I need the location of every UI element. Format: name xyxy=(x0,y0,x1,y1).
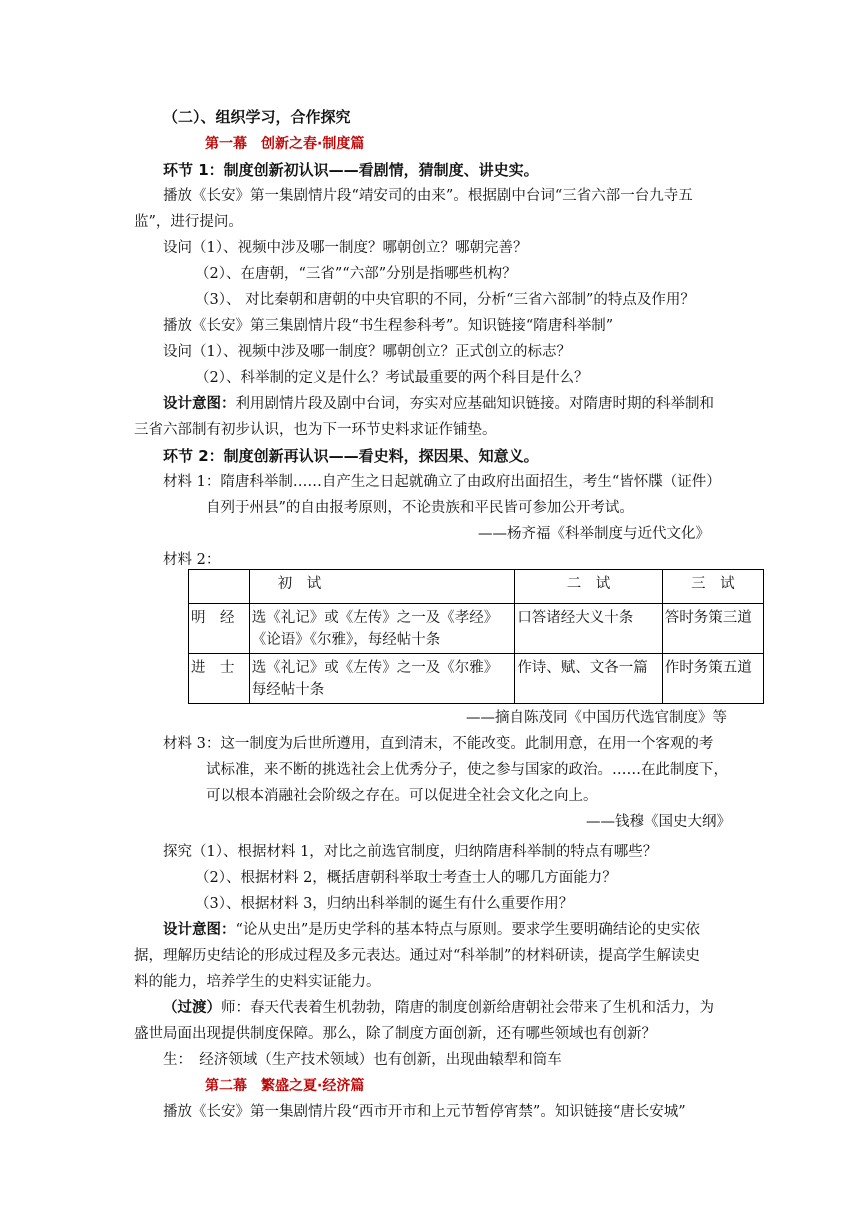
table-cell-first xyxy=(249,654,515,704)
table-cell-line: 选《礼记》或《左传》之一及《尔雅》 xyxy=(251,660,499,676)
material-1-source: ——杨齐福《科举制度与近代文化》 xyxy=(478,526,710,542)
question-line: 设问（1）、视频中涉及哪一制度？哪朝创立？哪朝完善？ xyxy=(163,240,528,256)
design-intent xyxy=(163,394,714,414)
explore-question: （2）、根据材料 2，概括唐朝科举取士考查士人的哪几方面能力？ xyxy=(195,870,617,886)
explore-question: 探究（1）、根据材料 1，对比之前选官制度，归纳隋唐科举制的特点有哪些？ xyxy=(163,844,658,860)
exam-table xyxy=(188,569,764,704)
table-header-cell: 初 试 xyxy=(249,570,515,604)
step1-paragraph-line: 播放《长安》第一集剧情片段“靖安司的由来”。根据剧中台词“三省六部一台九寺五 xyxy=(163,188,693,204)
material-2-source: ——摘自陈茂同《中国历代选官制度》等 xyxy=(466,710,727,726)
material-3-line: 试标准，来不断的挑选社会上优秀分子，使之参与国家的政治。……在此制度下， xyxy=(206,762,728,778)
table-row xyxy=(189,604,764,654)
table-cell-third: 作时务策五道 xyxy=(662,654,763,704)
table-cell-second: 作诗、赋、文各一篇 xyxy=(515,654,662,704)
transition-text: 师：春天代表着生机勃勃，隋唐的制度创新给唐朝社会带来了生机和活力，为 xyxy=(221,1000,714,1016)
material-3-source: ——钱穆《国史大纲》 xyxy=(586,814,731,830)
design-intent-text: 料的能力，培养学生的史料实证能力。 xyxy=(134,974,381,990)
act2-title: 第二幕 繁盛之夏·经济篇 xyxy=(205,1078,365,1094)
material-3-line: 可以根本消融社会阶级之存在。可以促进全社会文化之向上。 xyxy=(206,788,598,804)
table-header-cell: 二 试 xyxy=(515,570,662,604)
material-3-line: 材料 3：这一制度为后世所遵用，直到清末，不能改变。此制用意，在用一个客观的考 xyxy=(163,736,714,752)
step1-paragraph-line: 播放《长安》第三集剧情片段“书生程参科考”。知识链接“隋唐科举制” xyxy=(163,318,614,334)
step1-paragraph-line: 监”，进行提问。 xyxy=(134,214,243,230)
question-line: 设问（1）、视频中涉及哪一制度？哪朝创立？正式创立的标志？ xyxy=(163,344,571,360)
design-intent xyxy=(163,920,700,940)
design-intent-text: “论从史出”是历史学科的基本特点与原则。要求学生要明确结论的史实依 xyxy=(235,922,700,938)
material-2-label: 材料 2： xyxy=(163,552,221,568)
material-1-line: 材料 1：隋唐科举制……自产生之日起就确立了由政府出面招生，考生“皆怀牒（证件） xyxy=(163,474,721,490)
question-line: （3）、 对比秦朝和唐朝的中央官职的不同，分析“三省六部制”的特点及作用？ xyxy=(195,292,695,308)
design-intent-text: 利用剧情片段及剧中台词，夯实对应基础知识链接。对隋唐时期的科举制和 xyxy=(235,396,714,412)
act1-title: 第一幕 创新之春·制度篇 xyxy=(205,136,365,152)
material-1-line: 自列于州县”的自由报考原则，不论贵族和平民皆可参加公开考试。 xyxy=(206,500,634,516)
table-cell-second: 口答诸经大义十条 xyxy=(515,604,662,654)
explore-question: （3）、根据材料 3，归纳出科举制的诞生有什么重要作用？ xyxy=(195,896,574,912)
last-paragraph-line: 播放《长安》第一集剧情片段“西市开市和上元节暂停宵禁”。知识链接“唐长安城” xyxy=(163,1104,686,1120)
table-cell-first xyxy=(249,604,515,654)
table-row xyxy=(189,654,764,704)
design-intent-label: 设计意图： xyxy=(163,922,236,938)
step1-title: 环节 1：制度创新初认识——看剧情，猜制度、讲史实。 xyxy=(163,161,539,179)
question-line: （2）、科举制的定义是什么？考试最重要的两个科目是什么？ xyxy=(195,370,589,386)
transition-label: （过渡） xyxy=(163,1000,221,1016)
table-cell-third: 答时务策三道 xyxy=(662,604,763,654)
transition-text: 盛世局面出现提供制度保障。那么，除了制度方面创新，还有哪些领域也有创新？ xyxy=(134,1026,656,1042)
student-answer: 生： 经济领域（生产技术领域）也有创新，出现曲辕犁和筒车 xyxy=(163,1052,562,1068)
table-cell-line: 每经帖十条 xyxy=(251,682,325,698)
transition xyxy=(163,998,714,1018)
table-cell-name: 明 经 xyxy=(189,604,250,654)
table-header-cell xyxy=(189,570,250,604)
question-line: （2）、在唐朝，“三省”“六部”分别是指哪些机构？ xyxy=(195,266,517,282)
table-header-cell: 三 试 xyxy=(662,570,763,604)
table-cell-line: 选《礼记》或《左传》之一及《孝经》 xyxy=(251,610,499,626)
table-cell-name: 进 士 xyxy=(189,654,250,704)
design-intent-label: 设计意图： xyxy=(163,396,236,412)
design-intent-text: 据，理解历史结论的形成过程及多元表达。通过对“科举制”的材料研读，提高学生解读史 xyxy=(134,948,700,964)
table-cell-line: 《论语》《尔雅》，每经帖十条 xyxy=(251,632,441,648)
design-intent-text: 三省六部制有初步认识，也为下一环节史料求证作铺垫。 xyxy=(134,422,497,438)
section-title: （二）、组织学习，合作探究 xyxy=(163,108,351,126)
table-header-row xyxy=(189,570,764,604)
step2-title: 环节 2：制度创新再认识——看史料，探因果、知意义。 xyxy=(163,447,539,465)
